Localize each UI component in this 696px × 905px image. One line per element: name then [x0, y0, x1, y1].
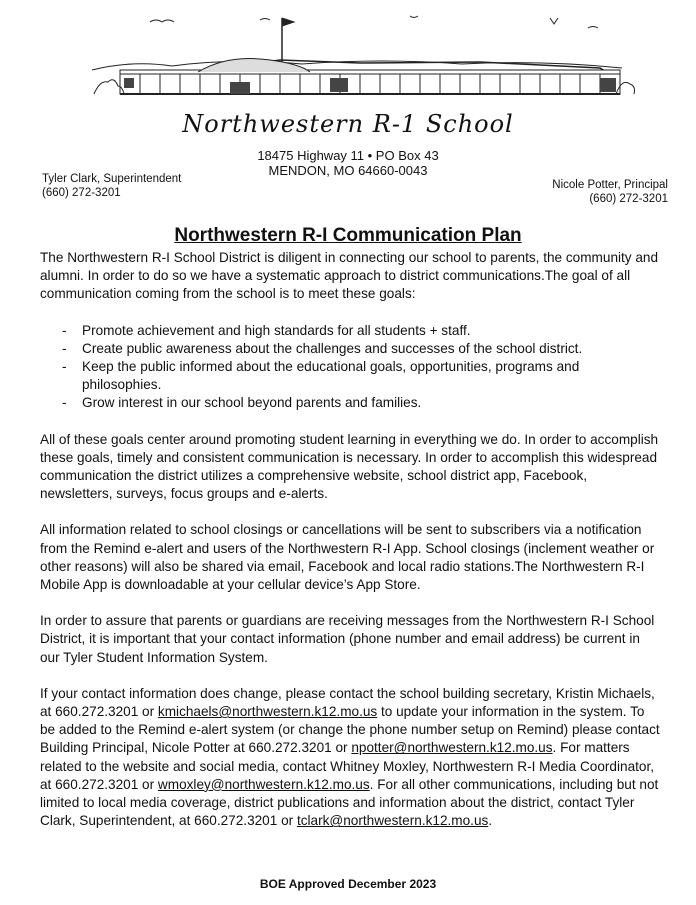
email-link-tclark[interactable]: tclark@northwestern.k12.mo.us — [296, 813, 489, 829]
superintendent-name: Tyler Clark, Superintendent — [42, 173, 182, 185]
contact-info-paragraph: In order to assure that parents or guardians are receiving messages from the Northwestern R-I School District, it is important that your contact information (phone number and email address) be current in our Tyler Student Information System. — [40, 613, 655, 665]
goal-text: Create public awareness about the challenges and successes of the school district. — [82, 340, 583, 356]
address-line-1: 18475 Highway 11 • PO Box 43 — [257, 148, 439, 163]
school-building-illustration — [80, 8, 640, 108]
approval-footer: BOE Approved December 2023 — [259, 877, 437, 891]
bullet-dash: - — [62, 359, 67, 375]
closings-paragraph: All information related to school closings or cancellations will be sent to subscribers via a notification from the Remind e-alert and users of the Northwestern R-I App. School closings (inclement weather or other reasons) will also be shared via email, Facebook and local radio stations.The Northwestern R-I Mobile App is downloadable at your cellular device’s App Store. — [40, 522, 655, 593]
goals-list — [40, 322, 660, 413]
contacts-text-4: . For all other communications, including but not limited to local media coverage, district publications and information about the district, contact Tyler Clark, Superintendent, at 660.272.3201 or — [40, 776, 659, 829]
principal-phone: (660) 272-3201 — [589, 193, 668, 205]
list-item — [62, 322, 660, 340]
address-line-2: MENDON, MO 64660-0043 — [268, 163, 428, 178]
principal-name: Nicole Potter, Principal — [552, 179, 668, 191]
bullet-dash: - — [62, 395, 67, 411]
school-name-logo: Northwestern R-1 School — [182, 110, 514, 138]
email-link-wmoxley[interactable]: wmoxley@northwestern.k12.mo.us — [157, 776, 370, 792]
list-item — [62, 340, 660, 358]
bullet-dash: - — [62, 340, 67, 356]
intro-paragraph: The Northwestern R-I School District is diligent in connecting our school to parents, the community and alumni. In order to do so we have a systematic approach to district communications.The goal of all communication coming from the school is to meet these goals: — [40, 250, 659, 302]
document-title: Northwestern R-I Communication Plan — [174, 225, 522, 246]
goals-paragraph: All of these goals center around promoting student learning in everything we do. In order to accomplish these goals, timely and consistent communication is necessary. In order to accomplish this widespread communication the district utilizes a comprehensive website, school district app, Facebook, newsletters, surveys, focus groups and e-alerts. — [40, 431, 659, 502]
contacts-text-3: . For matters related to the website and social media, contact Whitney Moxley, Northwestern R-I Media Coordinator, at 660.272.3201 or — [40, 740, 655, 792]
list-item — [62, 358, 660, 394]
contacts-text-1: If your contact information does change, please contact the school building secretary, Kristin Michaels, at 660.272.3201 or — [40, 685, 655, 720]
goal-text: Promote achievement and high standards for all students + staff. — [82, 322, 471, 338]
bullet-dash: - — [62, 322, 67, 338]
superintendent-phone: (660) 272-3201 — [42, 187, 121, 199]
list-item — [62, 394, 660, 412]
contacts-text-5: . — [488, 813, 493, 829]
email-link-npotter[interactable]: npotter@northwestern.k12.mo.us — [351, 740, 553, 756]
goal-text: Grow interest in our school beyond parents and families. — [82, 395, 422, 411]
contacts-text-2: to update your information in the system. To be added to the Remind e-alert system (or change the phone number setup on Remind) please contact Building Principal, Nicole Potter at 660.272.3201 or — [40, 704, 660, 756]
contacts-paragraph — [40, 685, 660, 831]
document-body — [40, 249, 660, 848]
superintendent-contact — [42, 172, 181, 200]
principal-contact — [552, 178, 668, 206]
email-link-kmichaels[interactable]: kmichaels@northwestern.k12.mo.us — [157, 704, 378, 720]
goal-text: Keep the public informed about the educational goals, opportunities, programs and philosophies. — [82, 359, 580, 393]
